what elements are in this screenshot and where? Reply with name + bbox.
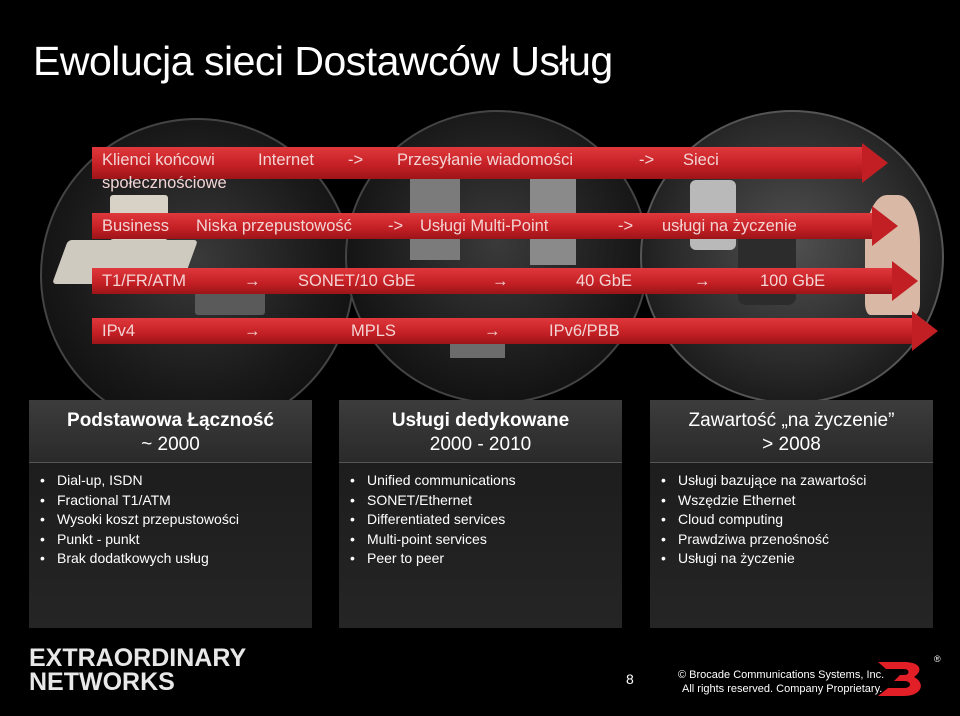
list-item: • Dial-up, ISDN [57, 471, 312, 491]
era-box-title: Zawartość „na życzenie” [688, 410, 895, 431]
arrow-label: IPv4 [102, 322, 136, 340]
list-item: • Unified communications [367, 471, 622, 491]
arrow-label: IPv6/PBB [549, 322, 620, 340]
arrow-label: Przesyłanie wiadomości [397, 151, 574, 169]
arrow-label: -> [618, 217, 634, 235]
arrow-label: -> [388, 217, 404, 235]
tagline-line1: EXTRAORDINARY [29, 644, 247, 672]
list-item: • Wysoki koszt przepustowości [57, 510, 312, 530]
footer [0, 636, 960, 716]
arrow-label: 100 GbE [760, 272, 826, 290]
list-item: • Wszędzie Ethernet [678, 491, 933, 511]
list-item: • Usługi bazujące na zawartości [678, 471, 933, 491]
list-item: • Fractional T1/ATM [57, 491, 312, 511]
list-item: • Peer to peer [367, 549, 622, 569]
era-box-header [339, 400, 622, 463]
right-arrow-icon: → [484, 322, 501, 340]
arrow-label: T1/FR/ATM [102, 272, 187, 290]
arrow-label: Niska przepustowość [196, 217, 352, 235]
era-box-list [650, 471, 933, 569]
arrow-label: usługi na życzenie [662, 217, 797, 235]
arrow-label: społecznościowe [102, 174, 227, 192]
era-box-title: Usługi dedykowane [391, 410, 570, 431]
arrow-label: Business [102, 217, 169, 235]
list-item: • Multi-point services [367, 530, 622, 550]
right-arrow-icon: → [244, 272, 261, 290]
list-item: • Brak dodatkowych usług [57, 549, 312, 569]
era-box-period: 2000 - 2010 [429, 434, 532, 455]
era-box-list [339, 471, 622, 569]
arrow-label: Internet [258, 151, 314, 169]
era-box-dedicated-services [339, 400, 622, 628]
registered-mark: ® [934, 654, 941, 664]
list-item: • SONET/Ethernet [367, 491, 622, 511]
tagline-line2: NETWORKS [29, 668, 175, 696]
arrow-label: Usługi Multi-Point [420, 217, 549, 235]
right-arrow-icon: → [694, 272, 711, 290]
arrow-label: MPLS [351, 322, 396, 340]
era-box-content-on-demand [650, 400, 933, 628]
arrow-label: 40 GbE [576, 272, 632, 290]
arrow-label: Klienci końcowi [102, 151, 215, 169]
brocade-logo-icon [874, 656, 934, 700]
list-item: • Usługi na życzenie [678, 549, 933, 569]
era-box-period: ~ 2000 [141, 434, 200, 455]
era-box-period: > 2008 [762, 434, 821, 455]
era-box-list [29, 471, 312, 569]
era-box-basic-connectivity [29, 400, 312, 628]
arrow-label: SONET/10 GbE [298, 272, 416, 290]
arrow-label: Sieci [683, 151, 719, 169]
copyright-line2: All rights reserved. Company Proprietary. [682, 683, 883, 695]
right-arrow-icon: → [244, 322, 261, 340]
page-title: Ewolucja sieci Dostawców Usług [33, 38, 613, 84]
arrow-label: -> [639, 151, 655, 169]
list-item: • Punkt - punkt [57, 530, 312, 550]
era-box-title: Podstawowa Łączność [67, 410, 274, 431]
copyright-line1: © Brocade Communications Systems, Inc. [678, 669, 885, 681]
list-item: • Differentiated services [367, 510, 622, 530]
era-box-header [29, 400, 312, 463]
arrow-label: -> [348, 151, 364, 169]
right-arrow-icon: → [492, 272, 509, 290]
evolution-arrow-protocol [92, 318, 912, 344]
list-item: • Prawdziwa przenośność [678, 530, 933, 550]
era-box-header [650, 400, 933, 463]
list-item: • Cloud computing [678, 510, 933, 530]
page-number: 8 [626, 671, 634, 687]
